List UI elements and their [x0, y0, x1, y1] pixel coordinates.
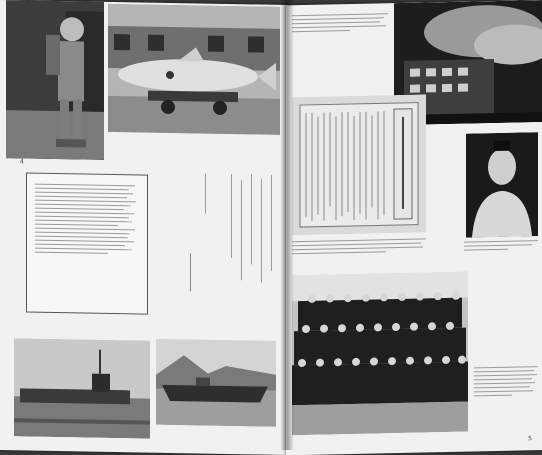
caption-portrait — [464, 240, 538, 254]
book-gutter — [280, 0, 294, 450]
photo-torpedo-craft — [108, 4, 280, 135]
column-text-lines — [200, 173, 272, 284]
caption-bottom — [474, 366, 538, 399]
caption-top — [292, 13, 388, 75]
right-page-number: 5 — [528, 435, 532, 443]
submarine-at-dock-icon — [14, 338, 150, 438]
right-page — [286, 0, 542, 455]
printed-document-icon — [292, 94, 426, 235]
group-of-uniformed-men-icon — [292, 272, 468, 436]
caption-mid — [292, 238, 426, 257]
photo-portrait — [466, 132, 538, 238]
boxed-text-lines — [35, 184, 139, 255]
left-page-number: 4 — [20, 158, 24, 166]
diver-figure-icon — [6, 0, 104, 160]
photo-group-cadets — [292, 272, 468, 436]
boat-near-hill-icon — [156, 339, 276, 427]
man-portrait-icon — [466, 132, 538, 238]
signature — [186, 251, 198, 291]
boxed-text-panel — [26, 172, 148, 314]
signature-line — [190, 253, 191, 291]
photo-diver-suit — [6, 0, 104, 160]
photo-document — [292, 94, 426, 235]
torpedo-on-cart-icon — [108, 4, 280, 135]
photo-submarine — [14, 338, 150, 438]
photo-boat-shore — [156, 339, 276, 427]
